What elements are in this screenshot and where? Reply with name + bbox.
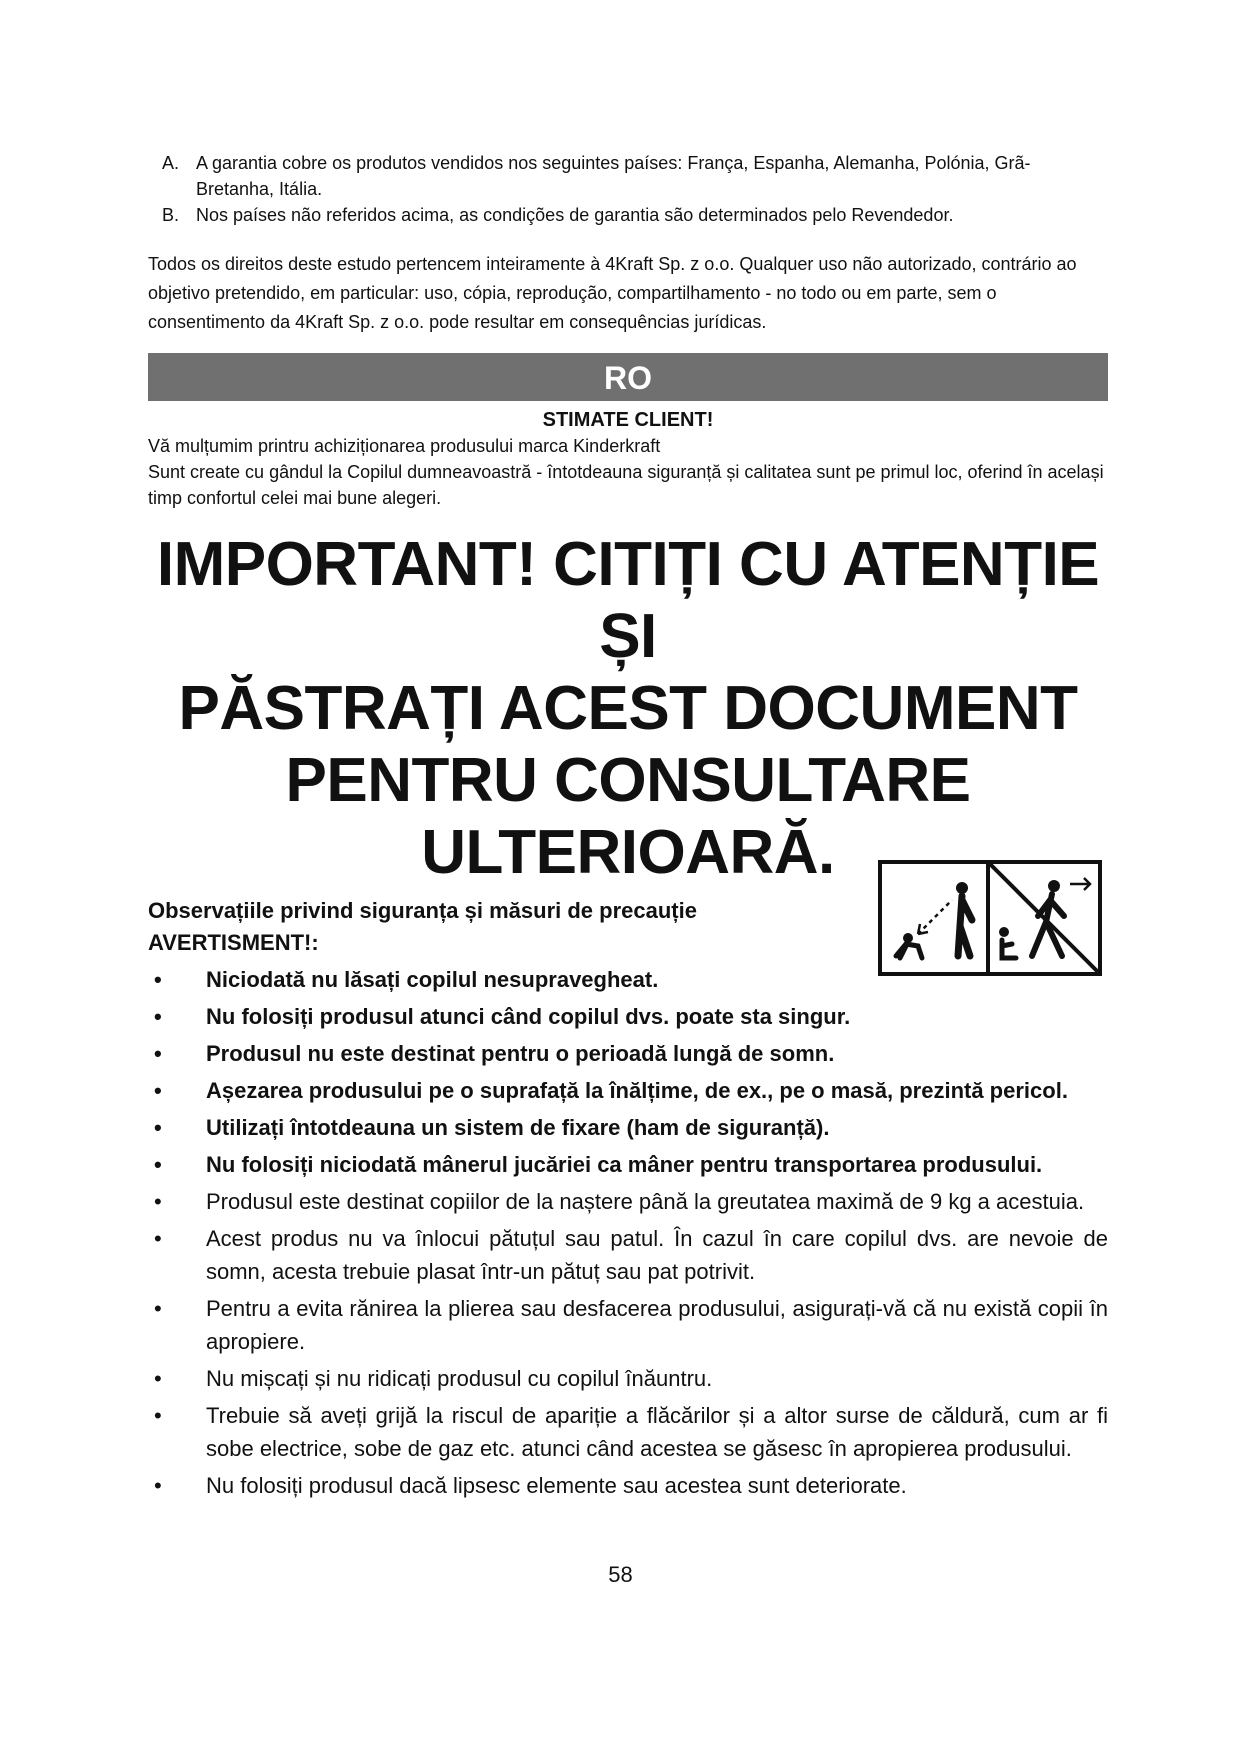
list-item: • Acest produs nu va înlocui pătuțul sau patul. În cazul în care copilul dvs. are nevoie de somn, acesta trebuie plasat într-un pătuț sau pat potrivit.	[154, 1226, 1108, 1284]
list-item: • Nu mișcați și nu ridicați produsul cu copilul înăuntru.	[154, 1366, 713, 1391]
important-headline	[148, 529, 1108, 889]
warning-label: AVERTISMENT!:	[148, 930, 319, 955]
list-item: B. Nos países não referidos acima, as condições de garantia são determinados pelo Revendedor.	[162, 205, 954, 225]
list-item: • Trebuie să aveți grijă la riscul de apariție a flăcărilor și a altor surse de căldură, cum ar fi sobe electrice, sobe de gaz etc. atunci când acestea se găsesc în apropierea produsului.	[154, 1403, 1108, 1461]
headline-line-1: IMPORTANT! CITIȚI CU ATENȚIE ȘI	[156, 530, 1100, 671]
headline-line-2: PĂSTRAȚI ACEST DOCUMENT	[178, 674, 1078, 743]
safety-warnings-list	[148, 963, 1108, 1502]
greeting-title: STIMATE CLIENT!	[542, 409, 714, 431]
headline-line-3: PENTRU CONSULTARE ULTERIOARĂ.	[285, 746, 971, 887]
do-not-leave-child-unattended-icon	[878, 860, 1102, 976]
language-section-band: RO	[148, 353, 1108, 401]
list-item: • Nu folosiți produsul dacă lipsesc elemente sau acestea sunt deteriorate.	[154, 1473, 907, 1498]
list-item: • Utilizați întotdeauna un sistem de fixare (ham de siguranță).	[154, 1115, 830, 1140]
greeting-line-2: Sunt create cu gândul la Copilul dumneavoastră - întotdeauna siguranță și calitatea sunt pe primul loc, oferind în același timp confortul celei mai bune alegeri.	[148, 462, 1104, 508]
list-item: • Nu folosiți produsul atunci când copilul dvs. poate sta singur.	[154, 1004, 851, 1029]
list-item: • Niciodată nu lăsați copilul nesupravegheat.	[154, 967, 659, 992]
page-number: 58	[608, 1562, 633, 1587]
list-item: • Produsul este destinat copiilor de la naștere până la greutatea maximă de 9 kg a acestuia.	[154, 1189, 1085, 1214]
list-item: • Așezarea produsului pe o suprafață la înălțime, de ex., pe o masă, prezintă pericol.	[154, 1078, 1068, 1103]
rights-paragraph: Todos os direitos deste estudo pertencem inteiramente à 4Kraft Sp. z o.o. Qualquer uso não autorizado, contrário ao objetivo pretendido, em particular: uso, cópia, reprodução, compartilhamento - no todo ou em parte, sem o consentimento da 4Kraft Sp. z o.o. pode resultar em consequências jurídicas.	[148, 254, 1077, 332]
document-page	[148, 150, 1108, 1506]
list-item: • Pentru a evita rănirea la plierea sau desfacerea produsului, asigurați-vă că nu există copii în apropiere.	[154, 1296, 1108, 1354]
warranty-list	[148, 150, 1108, 228]
list-item: • Nu folosiți niciodată mânerul jucăriei ca mâner pentru transportarea produsului.	[154, 1152, 1043, 1177]
safety-heading: Observațiile privind siguranța și măsuri de precauție	[148, 898, 697, 923]
greeting-line-1: Vă mulțumim printru achiziționarea produsului marca Kinderkraft	[148, 436, 661, 456]
list-item: A. A garantia cobre os produtos vendidos nos seguintes países: França, Espanha, Alemanha, Polónia, Grã-Bretanha, Itália.	[162, 153, 1031, 199]
list-item: • Produsul nu este destinat pentru o perioadă lungă de somn.	[154, 1041, 835, 1066]
